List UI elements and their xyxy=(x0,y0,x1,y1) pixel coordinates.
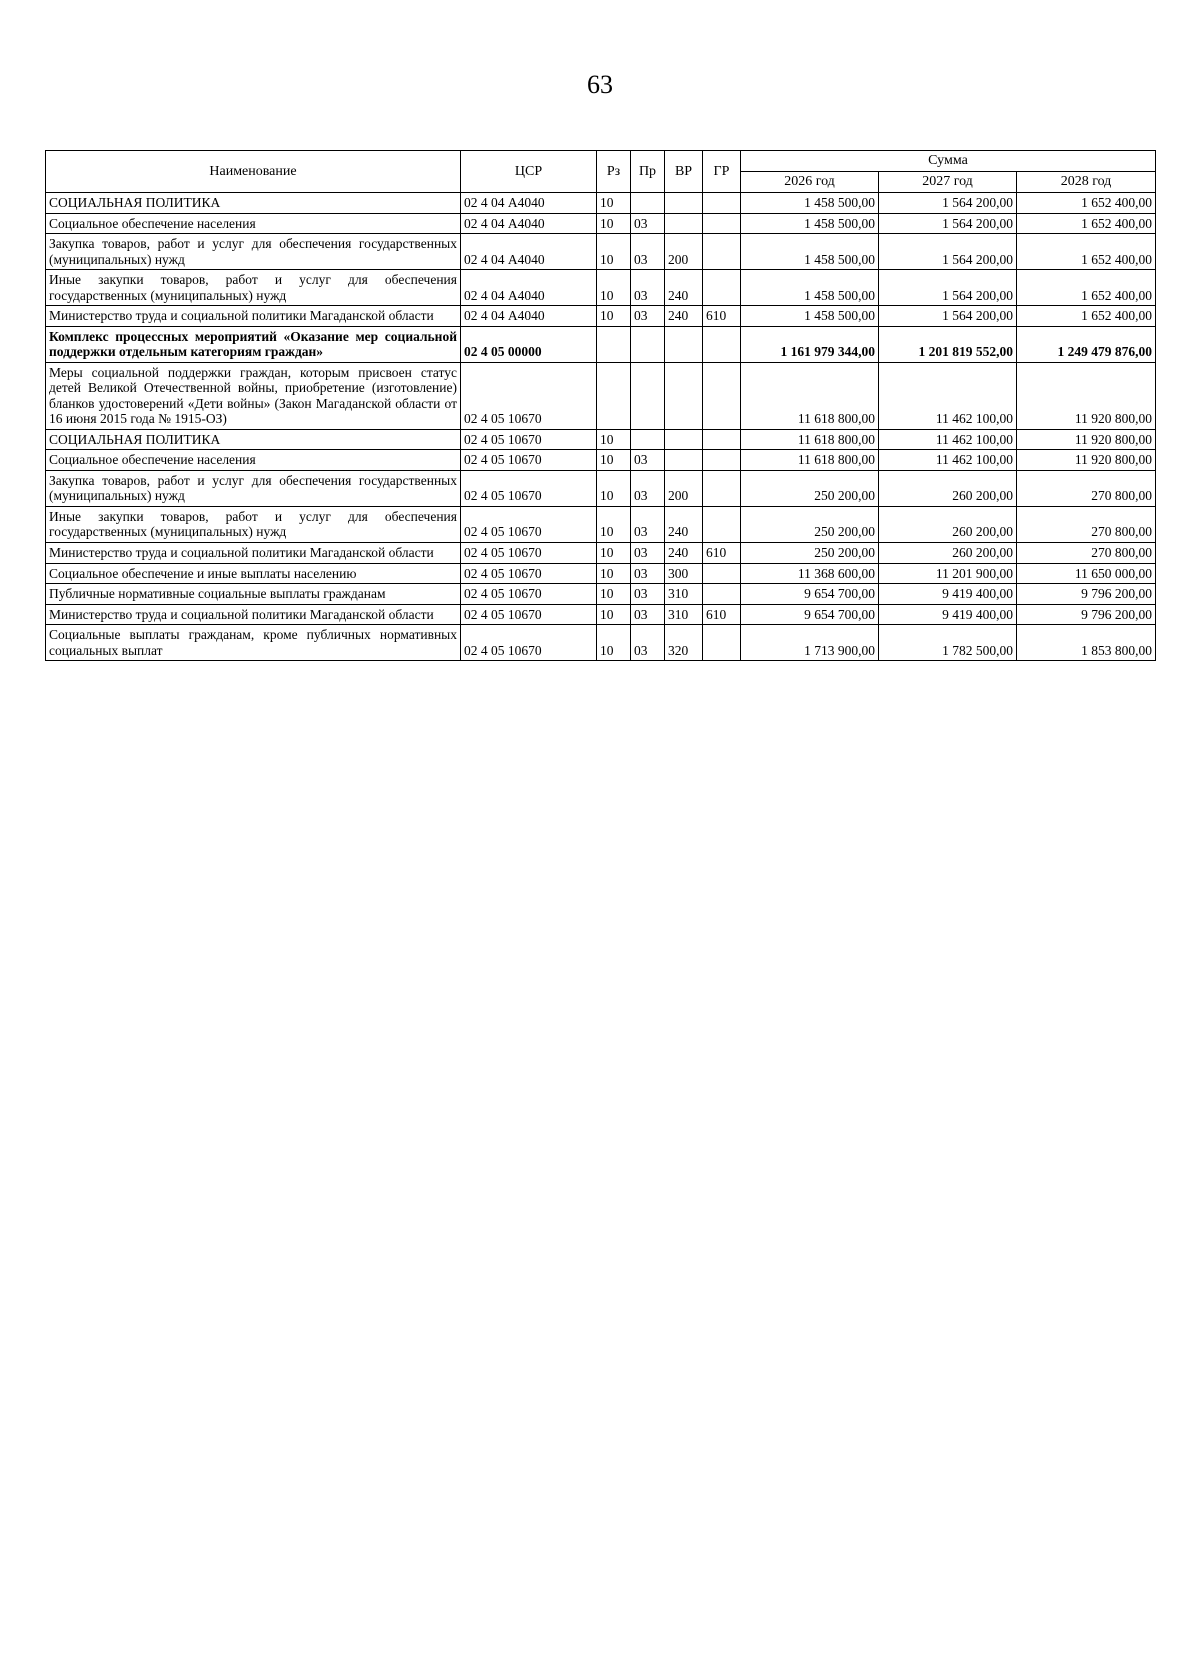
cell-vr xyxy=(665,450,703,471)
cell-pr: 03 xyxy=(631,213,665,234)
cell-name: Иные закупки товаров, работ и услуг для обеспечения государственных (муниципальных) нужд xyxy=(46,270,461,306)
cell-gr: 610 xyxy=(703,604,741,625)
table-row xyxy=(46,604,1156,625)
budget-table xyxy=(45,150,1156,661)
cell-csr: 02 4 04 А4040 xyxy=(461,270,597,306)
cell-amount-2027: 11 462 100,00 xyxy=(879,362,1017,429)
cell-pr xyxy=(631,326,665,362)
cell-vr: 200 xyxy=(665,234,703,270)
table-header xyxy=(46,151,1156,193)
cell-gr: 610 xyxy=(703,306,741,327)
cell-vr: 200 xyxy=(665,470,703,506)
cell-name: СОЦИАЛЬНАЯ ПОЛИТИКА xyxy=(46,429,461,450)
cell-amount-2026: 250 200,00 xyxy=(741,470,879,506)
cell-amount-2026: 9 654 700,00 xyxy=(741,584,879,605)
cell-name: Социальное обеспечение населения xyxy=(46,213,461,234)
header-year-2027: 2027 год xyxy=(879,172,1017,193)
cell-csr: 02 4 05 00000 xyxy=(461,326,597,362)
cell-pr: 03 xyxy=(631,506,665,542)
cell-gr xyxy=(703,270,741,306)
cell-name: Министерство труда и социальной политики Магаданской области xyxy=(46,542,461,563)
cell-csr: 02 4 05 10670 xyxy=(461,362,597,429)
cell-amount-2027: 260 200,00 xyxy=(879,506,1017,542)
cell-gr xyxy=(703,450,741,471)
cell-amount-2026: 250 200,00 xyxy=(741,506,879,542)
cell-gr xyxy=(703,326,741,362)
table-row xyxy=(46,193,1156,214)
header-csr: ЦСР xyxy=(461,151,597,193)
cell-csr: 02 4 05 10670 xyxy=(461,506,597,542)
cell-vr xyxy=(665,326,703,362)
cell-csr: 02 4 05 10670 xyxy=(461,604,597,625)
cell-csr: 02 4 04 А4040 xyxy=(461,306,597,327)
cell-name: Социальные выплаты гражданам, кроме публичных нормативных социальных выплат xyxy=(46,625,461,661)
cell-gr xyxy=(703,563,741,584)
cell-amount-2028: 11 920 800,00 xyxy=(1017,429,1156,450)
table-row xyxy=(46,234,1156,270)
cell-amount-2027: 9 419 400,00 xyxy=(879,604,1017,625)
cell-csr: 02 4 05 10670 xyxy=(461,584,597,605)
cell-name: Министерство труда и социальной политики Магаданской области xyxy=(46,604,461,625)
cell-vr: 310 xyxy=(665,584,703,605)
cell-csr: 02 4 05 10670 xyxy=(461,542,597,563)
cell-amount-2028: 9 796 200,00 xyxy=(1017,584,1156,605)
cell-csr: 02 4 04 А4040 xyxy=(461,234,597,270)
cell-amount-2027: 1 782 500,00 xyxy=(879,625,1017,661)
table-row xyxy=(46,213,1156,234)
cell-amount-2026: 1 161 979 344,00 xyxy=(741,326,879,362)
cell-rz: 10 xyxy=(597,470,631,506)
cell-rz: 10 xyxy=(597,234,631,270)
cell-name: Меры социальной поддержки граждан, которым присвоен статус детей Великой Отечественной войны, приобретение (изготовление) бланков удостоверений «Дети войны» (Закон Магаданской области от 16 июня 2015 года № 1915-ОЗ) xyxy=(46,362,461,429)
table-body xyxy=(46,193,1156,661)
cell-amount-2027: 1 564 200,00 xyxy=(879,234,1017,270)
cell-amount-2027: 11 201 900,00 xyxy=(879,563,1017,584)
cell-vr xyxy=(665,193,703,214)
cell-vr xyxy=(665,213,703,234)
cell-vr xyxy=(665,429,703,450)
cell-vr xyxy=(665,362,703,429)
budget-table-container xyxy=(45,150,1155,661)
cell-pr: 03 xyxy=(631,584,665,605)
cell-name: Закупка товаров, работ и услуг для обеспечения государственных (муниципальных) нужд xyxy=(46,470,461,506)
cell-amount-2027: 11 462 100,00 xyxy=(879,450,1017,471)
cell-rz: 10 xyxy=(597,193,631,214)
table-row xyxy=(46,625,1156,661)
cell-amount-2027: 1 564 200,00 xyxy=(879,306,1017,327)
cell-pr: 03 xyxy=(631,625,665,661)
cell-amount-2028: 1 853 800,00 xyxy=(1017,625,1156,661)
table-row xyxy=(46,270,1156,306)
table-row xyxy=(46,306,1156,327)
cell-amount-2026: 1 458 500,00 xyxy=(741,213,879,234)
cell-rz xyxy=(597,326,631,362)
header-rz: Рз xyxy=(597,151,631,193)
cell-gr xyxy=(703,625,741,661)
cell-amount-2026: 1 458 500,00 xyxy=(741,193,879,214)
cell-amount-2028: 270 800,00 xyxy=(1017,542,1156,563)
cell-vr: 240 xyxy=(665,306,703,327)
cell-name: Закупка товаров, работ и услуг для обеспечения государственных (муниципальных) нужд xyxy=(46,234,461,270)
header-vr: ВР xyxy=(665,151,703,193)
cell-pr: 03 xyxy=(631,450,665,471)
cell-gr xyxy=(703,506,741,542)
header-year-2028: 2028 год xyxy=(1017,172,1156,193)
cell-pr: 03 xyxy=(631,234,665,270)
table-row xyxy=(46,429,1156,450)
header-gr: ГР xyxy=(703,151,741,193)
cell-amount-2026: 11 618 800,00 xyxy=(741,450,879,471)
cell-gr xyxy=(703,234,741,270)
cell-rz: 10 xyxy=(597,506,631,542)
header-sum: Сумма xyxy=(741,151,1156,172)
cell-amount-2027: 260 200,00 xyxy=(879,470,1017,506)
cell-pr xyxy=(631,429,665,450)
cell-name: Социальное обеспечение и иные выплаты населению xyxy=(46,563,461,584)
cell-amount-2027: 1 201 819 552,00 xyxy=(879,326,1017,362)
cell-amount-2026: 11 368 600,00 xyxy=(741,563,879,584)
table-row xyxy=(46,326,1156,362)
cell-amount-2026: 1 713 900,00 xyxy=(741,625,879,661)
cell-name: Публичные нормативные социальные выплаты гражданам xyxy=(46,584,461,605)
cell-amount-2028: 11 920 800,00 xyxy=(1017,450,1156,471)
cell-pr xyxy=(631,193,665,214)
cell-rz: 10 xyxy=(597,542,631,563)
cell-rz: 10 xyxy=(597,213,631,234)
cell-amount-2027: 1 564 200,00 xyxy=(879,213,1017,234)
cell-vr: 310 xyxy=(665,604,703,625)
cell-name: Комплекс процессных мероприятий «Оказание мер социальной поддержки отдельным категориям граждан» xyxy=(46,326,461,362)
cell-pr: 03 xyxy=(631,470,665,506)
cell-pr: 03 xyxy=(631,306,665,327)
cell-pr: 03 xyxy=(631,604,665,625)
cell-csr: 02 4 05 10670 xyxy=(461,470,597,506)
table-row xyxy=(46,584,1156,605)
table-row xyxy=(46,450,1156,471)
cell-amount-2028: 1 249 479 876,00 xyxy=(1017,326,1156,362)
cell-gr xyxy=(703,193,741,214)
cell-rz: 10 xyxy=(597,563,631,584)
cell-rz: 10 xyxy=(597,625,631,661)
page-number: 63 xyxy=(587,70,613,99)
cell-amount-2028: 1 652 400,00 xyxy=(1017,270,1156,306)
cell-amount-2028: 11 920 800,00 xyxy=(1017,362,1156,429)
cell-vr: 240 xyxy=(665,542,703,563)
cell-name: СОЦИАЛЬНАЯ ПОЛИТИКА xyxy=(46,193,461,214)
cell-vr: 240 xyxy=(665,506,703,542)
cell-amount-2028: 11 650 000,00 xyxy=(1017,563,1156,584)
cell-vr: 320 xyxy=(665,625,703,661)
cell-amount-2027: 1 564 200,00 xyxy=(879,193,1017,214)
cell-pr: 03 xyxy=(631,270,665,306)
cell-csr: 02 4 05 10670 xyxy=(461,563,597,584)
cell-rz: 10 xyxy=(597,604,631,625)
cell-amount-2026: 250 200,00 xyxy=(741,542,879,563)
cell-amount-2027: 9 419 400,00 xyxy=(879,584,1017,605)
cell-amount-2026: 9 654 700,00 xyxy=(741,604,879,625)
cell-rz: 10 xyxy=(597,429,631,450)
header-year-2026: 2026 год xyxy=(741,172,879,193)
cell-csr: 02 4 05 10670 xyxy=(461,625,597,661)
cell-amount-2026: 1 458 500,00 xyxy=(741,306,879,327)
cell-pr xyxy=(631,362,665,429)
cell-gr xyxy=(703,584,741,605)
cell-amount-2028: 1 652 400,00 xyxy=(1017,306,1156,327)
table-row xyxy=(46,542,1156,563)
cell-gr xyxy=(703,213,741,234)
cell-amount-2028: 1 652 400,00 xyxy=(1017,213,1156,234)
cell-name: Иные закупки товаров, работ и услуг для обеспечения государственных (муниципальных) нужд xyxy=(46,506,461,542)
header-pr: Пр xyxy=(631,151,665,193)
cell-rz: 10 xyxy=(597,584,631,605)
cell-csr: 02 4 04 А4040 xyxy=(461,193,597,214)
header-name: Наименование xyxy=(46,151,461,193)
cell-amount-2028: 270 800,00 xyxy=(1017,506,1156,542)
cell-rz xyxy=(597,362,631,429)
cell-pr: 03 xyxy=(631,563,665,584)
cell-amount-2026: 1 458 500,00 xyxy=(741,234,879,270)
cell-csr: 02 4 05 10670 xyxy=(461,450,597,471)
cell-amount-2028: 270 800,00 xyxy=(1017,470,1156,506)
cell-name: Социальное обеспечение населения xyxy=(46,450,461,471)
table-row xyxy=(46,563,1156,584)
cell-vr: 240 xyxy=(665,270,703,306)
table-row xyxy=(46,362,1156,429)
cell-amount-2028: 1 652 400,00 xyxy=(1017,234,1156,270)
cell-rz: 10 xyxy=(597,270,631,306)
cell-amount-2027: 11 462 100,00 xyxy=(879,429,1017,450)
cell-gr xyxy=(703,362,741,429)
cell-csr: 02 4 04 А4040 xyxy=(461,213,597,234)
cell-amount-2027: 1 564 200,00 xyxy=(879,270,1017,306)
cell-amount-2028: 1 652 400,00 xyxy=(1017,193,1156,214)
cell-amount-2027: 260 200,00 xyxy=(879,542,1017,563)
cell-amount-2026: 11 618 800,00 xyxy=(741,429,879,450)
cell-gr xyxy=(703,470,741,506)
cell-vr: 300 xyxy=(665,563,703,584)
cell-rz: 10 xyxy=(597,450,631,471)
table-row xyxy=(46,506,1156,542)
cell-name: Министерство труда и социальной политики Магаданской области xyxy=(46,306,461,327)
cell-gr: 610 xyxy=(703,542,741,563)
table-row xyxy=(46,470,1156,506)
cell-amount-2026: 1 458 500,00 xyxy=(741,270,879,306)
cell-pr: 03 xyxy=(631,542,665,563)
cell-rz: 10 xyxy=(597,306,631,327)
cell-amount-2028: 9 796 200,00 xyxy=(1017,604,1156,625)
cell-amount-2026: 11 618 800,00 xyxy=(741,362,879,429)
cell-gr xyxy=(703,429,741,450)
cell-csr: 02 4 05 10670 xyxy=(461,429,597,450)
